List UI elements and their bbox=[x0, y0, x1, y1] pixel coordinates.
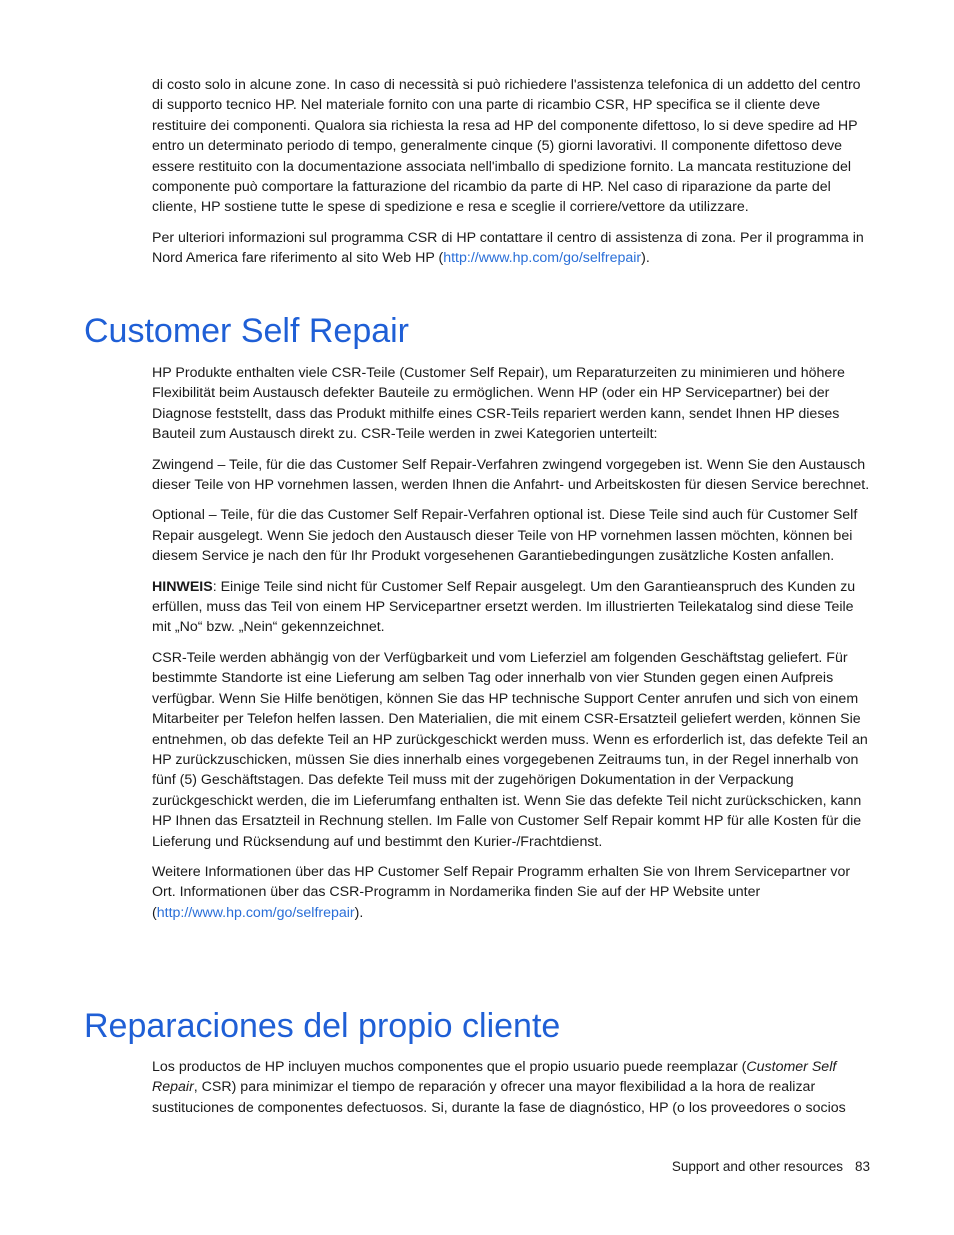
intro-paragraph-2-end: ). bbox=[641, 250, 650, 267]
section-title-reparaciones: Reparaciones del propio cliente bbox=[84, 1007, 561, 1045]
note-label: HINWEIS bbox=[152, 578, 213, 595]
de-paragraph-5-end: ). bbox=[354, 904, 364, 921]
de-paragraph-4: CSR-Teile werden abhängig von der Verfügbarkeit und vom Lieferziel am folgenden Geschäftstag geliefert. Für bestimmte Standorte ist eine Lieferung am selben Tag oder innerhalb von vier Stunden gegen einen Aufpreis verfügbar. Wenn Sie Hilfe benötigen, können Sie das HP technische Support Center anrufen und sich von einem Mitarbeiter per Telefon helfen lassen. Den Materialien, die mit einem CSR-Ersatzteil geliefert werden, können Sie entnehmen, ob das defekte Teil an HP zurückgeschickt werden muss. Wenn es erforderlich ist, das defekte Teil an HP zurückzuschicken, müssen Sie dies innerhalb eines vorgegebenen Zeitraums tun, in der Regel innerhalb von fünf (5) Geschäftstagen. Das defekte Teil muss mit der zugehörigen Dokumentation in der Verpackung zurückgeschickt werden, die im Lieferumfang enthalten ist. Wenn Sie das defekte Teil nicht zurückschicken, kann HP Ihnen das Ersatzteil in Rechnung stellen. Im Falle von Customer Self Repair kommt HP für alle Kosten für die Lieferung und Rücksendung auf und bestimmt den Kurier-/Frachtdienst. bbox=[152, 649, 868, 850]
intro-paragraph-2 bbox=[152, 228, 872, 269]
es-paragraph-1-rest: , CSR) para minimizar el tiempo de reparación y ofrecer una mayor flexibilidad a la hora de realizar sustituciones de componentes defectuosos. Si, durante la fase de diagnóstico, HP (o los proveedores o socios bbox=[152, 1079, 846, 1116]
es-paragraph-1 bbox=[152, 1057, 872, 1118]
reparaciones-text-block bbox=[152, 1057, 872, 1128]
intro-text-block bbox=[152, 75, 872, 279]
es-paragraph-1-italic: Customer Self Repair bbox=[152, 1059, 837, 1096]
de-note bbox=[152, 577, 872, 638]
page-number: 83 bbox=[854, 1159, 870, 1174]
note-text: : Einige Teile sind nicht für Customer Self Repair ausgelegt. Um den Garantieanspruch des Kunden zu erfüllen, muss das Teil von einem HP Servicepartner ersetzt werden. Im illustrierten Teilekatalog sind diese Teile mit „No“ bzw. „Nein“ gekennzeichnet. bbox=[152, 578, 856, 636]
intro-paragraph-1: di costo solo in alcune zone. In caso di necessità si può richiedere l'assistenza telefonica di un addetto del centro di supporto tecnico HP. Nel materiale fornito con una parte di ricambio CSR, HP specifica se il cliente deve restituire dei componenti. Qualora sia richiesta la resa ad HP del componente difettoso, lo si deve spedire ad HP entro un determinato periodo di tempo, generalmente cinque (5) giorni lavorativi. Il componente difettoso deve essere restituito con la documentazione associata nell'imballo di spedizione fornito. La mancata restituzione del componente può comportare la fatturazione del ricambio da parte di HP. Nel caso di riparazione da parte del cliente, HP sostiene tutte le spese di spedizione e resa e sceglie il corriere/vettore da utilizzare. bbox=[152, 77, 861, 216]
customer-self-repair-text-block bbox=[152, 363, 872, 933]
page-footer bbox=[672, 1159, 870, 1174]
de-paragraph-1: HP Produkte enthalten viele CSR-Teile (Customer Self Repair), um Reparaturzeiten zu minimieren und höhere Flexibilität beim Austausch defekter Bauteile zu ermöglichen. Wenn HP (oder ein HP Servicepartner) bei der Diagnose feststellt, dass das Produkt mithilfe eines CSR-Teils repariert werden kann, sendet Ihnen HP dieses Bauteil zum Austausch direkt zu. CSR-Teile werden in zwei Kategorien unterteilt: bbox=[152, 365, 845, 443]
selfrepair-link-de[interactable]: http://www.hp.com/go/selfrepair bbox=[156, 904, 355, 921]
de-paragraph-3: Optional – Teile, für die das Customer Self Repair-Verfahren optional ist. Diese Teile sind auch für Customer Self Repair ausgelegt. Wenn Sie jedoch den Austausch dieser Teile von HP vornehmen lassen möchten, können bei diesem Service je nach den für Ihr Produkt vorgesehenen Garantiebedingungen zusätzliche Kosten anfallen. bbox=[152, 507, 858, 565]
selfrepair-link-it[interactable]: http://www.hp.com/go/selfrepair bbox=[443, 250, 642, 267]
section-title-customer-self-repair: Customer Self Repair bbox=[84, 312, 410, 350]
de-paragraph-5 bbox=[152, 862, 872, 923]
es-paragraph-1-text: Los productos de HP incluyen muchos componentes que el propio usuario puede reemplazar ( bbox=[152, 1059, 747, 1075]
footer-section-label: Support and other resources bbox=[671, 1159, 843, 1174]
de-paragraph-5-text: Weitere Informationen über das HP Customer Self Repair Programm erhalten Sie von Ihrem Servicepartner vor Ort. Informationen über das CSR-Programm in Nordamerika finden Sie auf der HP Website unter ( bbox=[152, 863, 851, 921]
de-paragraph-2: Zwingend – Teile, für die das Customer Self Repair-Verfahren zwingend vorgegeben ist. Wenn Sie den Austausch dieser Teile von HP vornehmen lassen, werden Ihnen die Anfahrt- und Arbeitskosten für diesen Service berechnet. bbox=[152, 456, 870, 494]
intro-paragraph-2-text: Per ulteriori informazioni sul programma CSR di HP contattare il centro di assistenza di zona. Per il programma in Nord America fare riferimento al sito Web HP ( bbox=[152, 229, 864, 267]
